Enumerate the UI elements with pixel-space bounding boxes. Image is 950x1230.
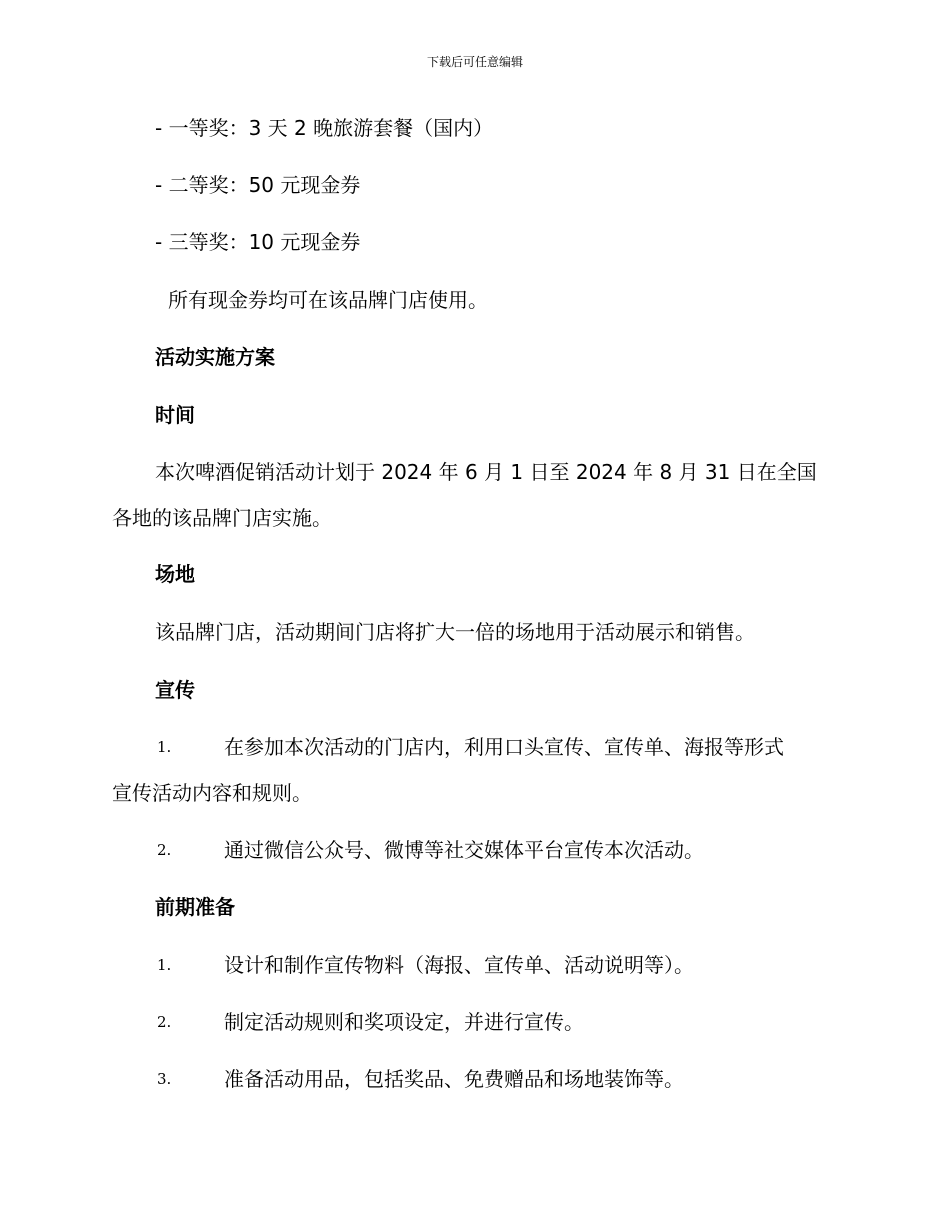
venue-heading: 场地	[155, 562, 195, 586]
preparation-heading: 前期准备	[155, 895, 235, 919]
prize-third: - 三等奖：10 元现金券	[155, 230, 361, 254]
venue-text: 该品牌门店，活动期间门店将扩大一倍的场地用于活动展示和销售。	[155, 620, 755, 644]
preparation-item-2-text: 制定活动规则和奖项设定，并进行宣传。	[224, 1010, 584, 1034]
preparation-item-2-number: 2.	[157, 1013, 172, 1031]
time-text-line2: 各地的该品牌门店实施。	[112, 506, 332, 530]
cash-note: 所有现金券均可在该品牌门店使用。	[168, 288, 488, 312]
promotion-item-1-line1: 在参加本次活动的门店内，利用口头宣传、宣传单、海报等形式	[224, 735, 784, 759]
promotion-item-1-line2: 宣传活动内容和规则。	[112, 781, 312, 805]
preparation-item-3-text: 准备活动用品，包括奖品、免费赠品和场地装饰等。	[224, 1067, 684, 1091]
promotion-heading: 宣传	[155, 678, 195, 702]
preparation-item-1-text: 设计和制作宣传物料（海报、宣传单、活动说明等）。	[224, 953, 694, 977]
header-note: 下载后可任意编辑	[426, 55, 523, 69]
preparation-item-1-number: 1.	[157, 956, 172, 974]
time-text-line1: 本次啤酒促销活动计划于 2024 年 6 月 1 日至 2024 年 8 月 31 日在全国	[155, 460, 817, 484]
time-heading: 时间	[155, 403, 195, 427]
prize-first: - 一等奖：3 天 2 晚旅游套餐（国内）	[155, 116, 494, 140]
promotion-item-1-number: 1.	[157, 738, 172, 756]
preparation-item-3-number: 3.	[157, 1070, 172, 1088]
promotion-item-2-text: 通过微信公众号、微博等社交媒体平台宣传本次活动。	[224, 838, 704, 862]
prize-second: - 二等奖：50 元现金券	[155, 173, 361, 197]
section-title: 活动实施方案	[155, 345, 275, 369]
promotion-item-2-number: 2.	[157, 841, 172, 859]
